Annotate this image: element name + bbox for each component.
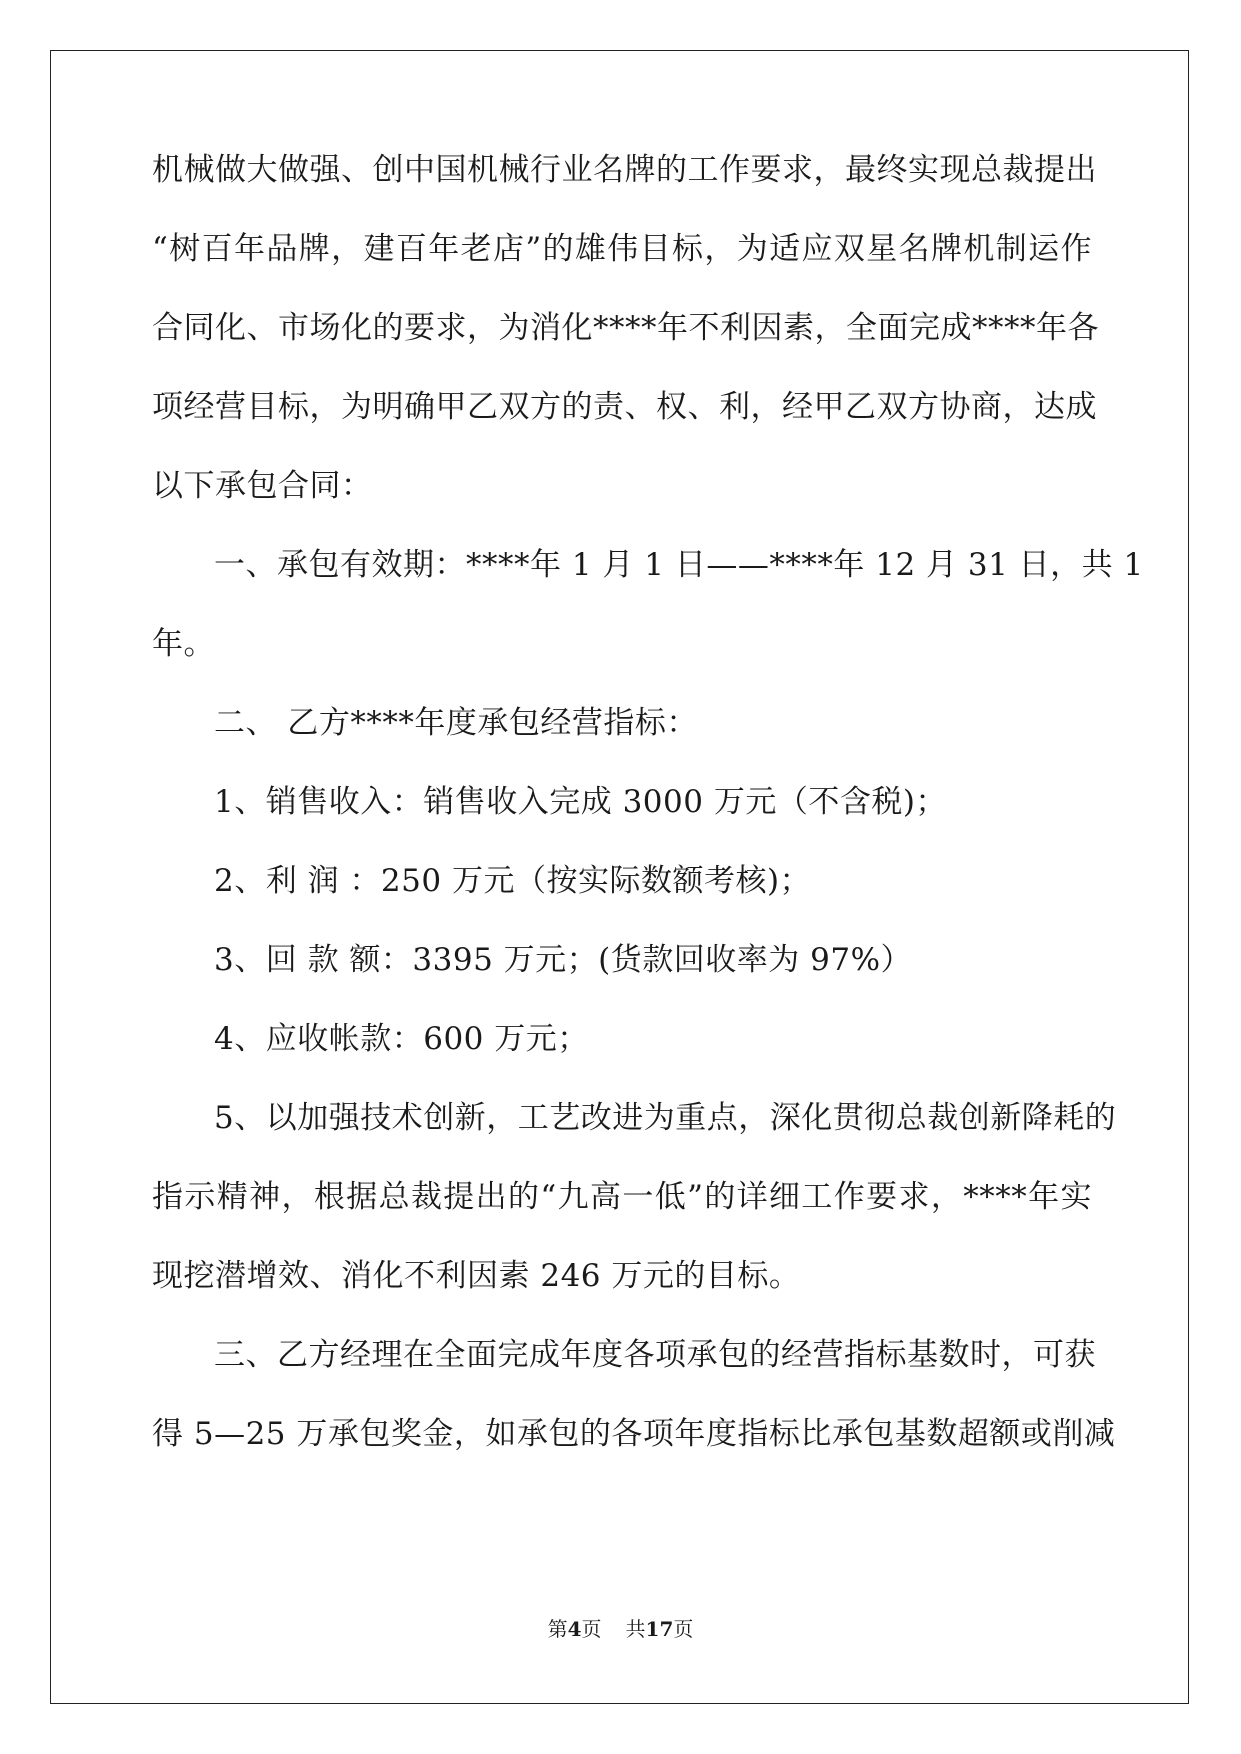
footer-total-prefix: 共 (625, 1617, 646, 1641)
indicator-5-line: 5、以加强技术创新，工艺改进为重点，深化贯彻总裁创新降耗的 (214, 1100, 1117, 1136)
body-line: “树百年品牌，建百年老店”的雄伟目标，为适应双星名牌机制运作 (152, 231, 1092, 267)
indicator-collection: 3、回 款 额：3395 万元；(货款回收率为 97%） (214, 942, 913, 978)
body-line: 年。 (152, 626, 215, 662)
footer-total-suffix: 页 (673, 1617, 694, 1641)
body-line: 项经营目标，为明确甲乙双方的责、权、利，经甲乙双方协商，达成 (152, 389, 1097, 425)
total-pages: 17 (645, 1617, 674, 1641)
footer-page-suffix: 页 (581, 1617, 602, 1641)
footer-prefix: 第 (547, 1617, 568, 1641)
clause-2-heading: 二、 乙方****年度承包经营指标： (214, 705, 698, 741)
body-line: 机械做大做强、创中国机械行业名牌的工作要求，最终实现总裁提出 (152, 152, 1097, 188)
body-line: 现挖潜增效、消化不利因素 246 万元的目标。 (152, 1258, 801, 1294)
body-line: 得 5—25 万承包奖金，如承包的各项年度指标比承包基数超额或削减 (152, 1416, 1116, 1452)
body-line: 以下承包合同： (152, 468, 373, 504)
page-footer (0, 1616, 1241, 1642)
body-line: 合同化、市场化的要求，为消化****年不利因素，全面完成****年各 (152, 310, 1099, 346)
clause-3-line: 三、乙方经理在全面完成年度各项承包的经营指标基数时，可获 (214, 1337, 1096, 1373)
body-line: 指示精神，根据总裁提出的“九高一低”的详细工作要求，****年实 (152, 1179, 1092, 1215)
indicator-profit: 2、利 润 ：250 万元（按实际数额考核)； (214, 863, 812, 899)
document-body (152, 150, 1144, 1493)
indicator-receivables: 4、应收帐款：600 万元； (214, 1021, 589, 1057)
page-number: 4 (567, 1617, 582, 1641)
clause-1-line: 一、承包有效期：****年 1 月 1 日——****年 12 月 31 日，共 1 (214, 547, 1144, 583)
indicator-sales: 1、销售收入：销售收入完成 3000 万元（不含税)； (214, 784, 947, 820)
